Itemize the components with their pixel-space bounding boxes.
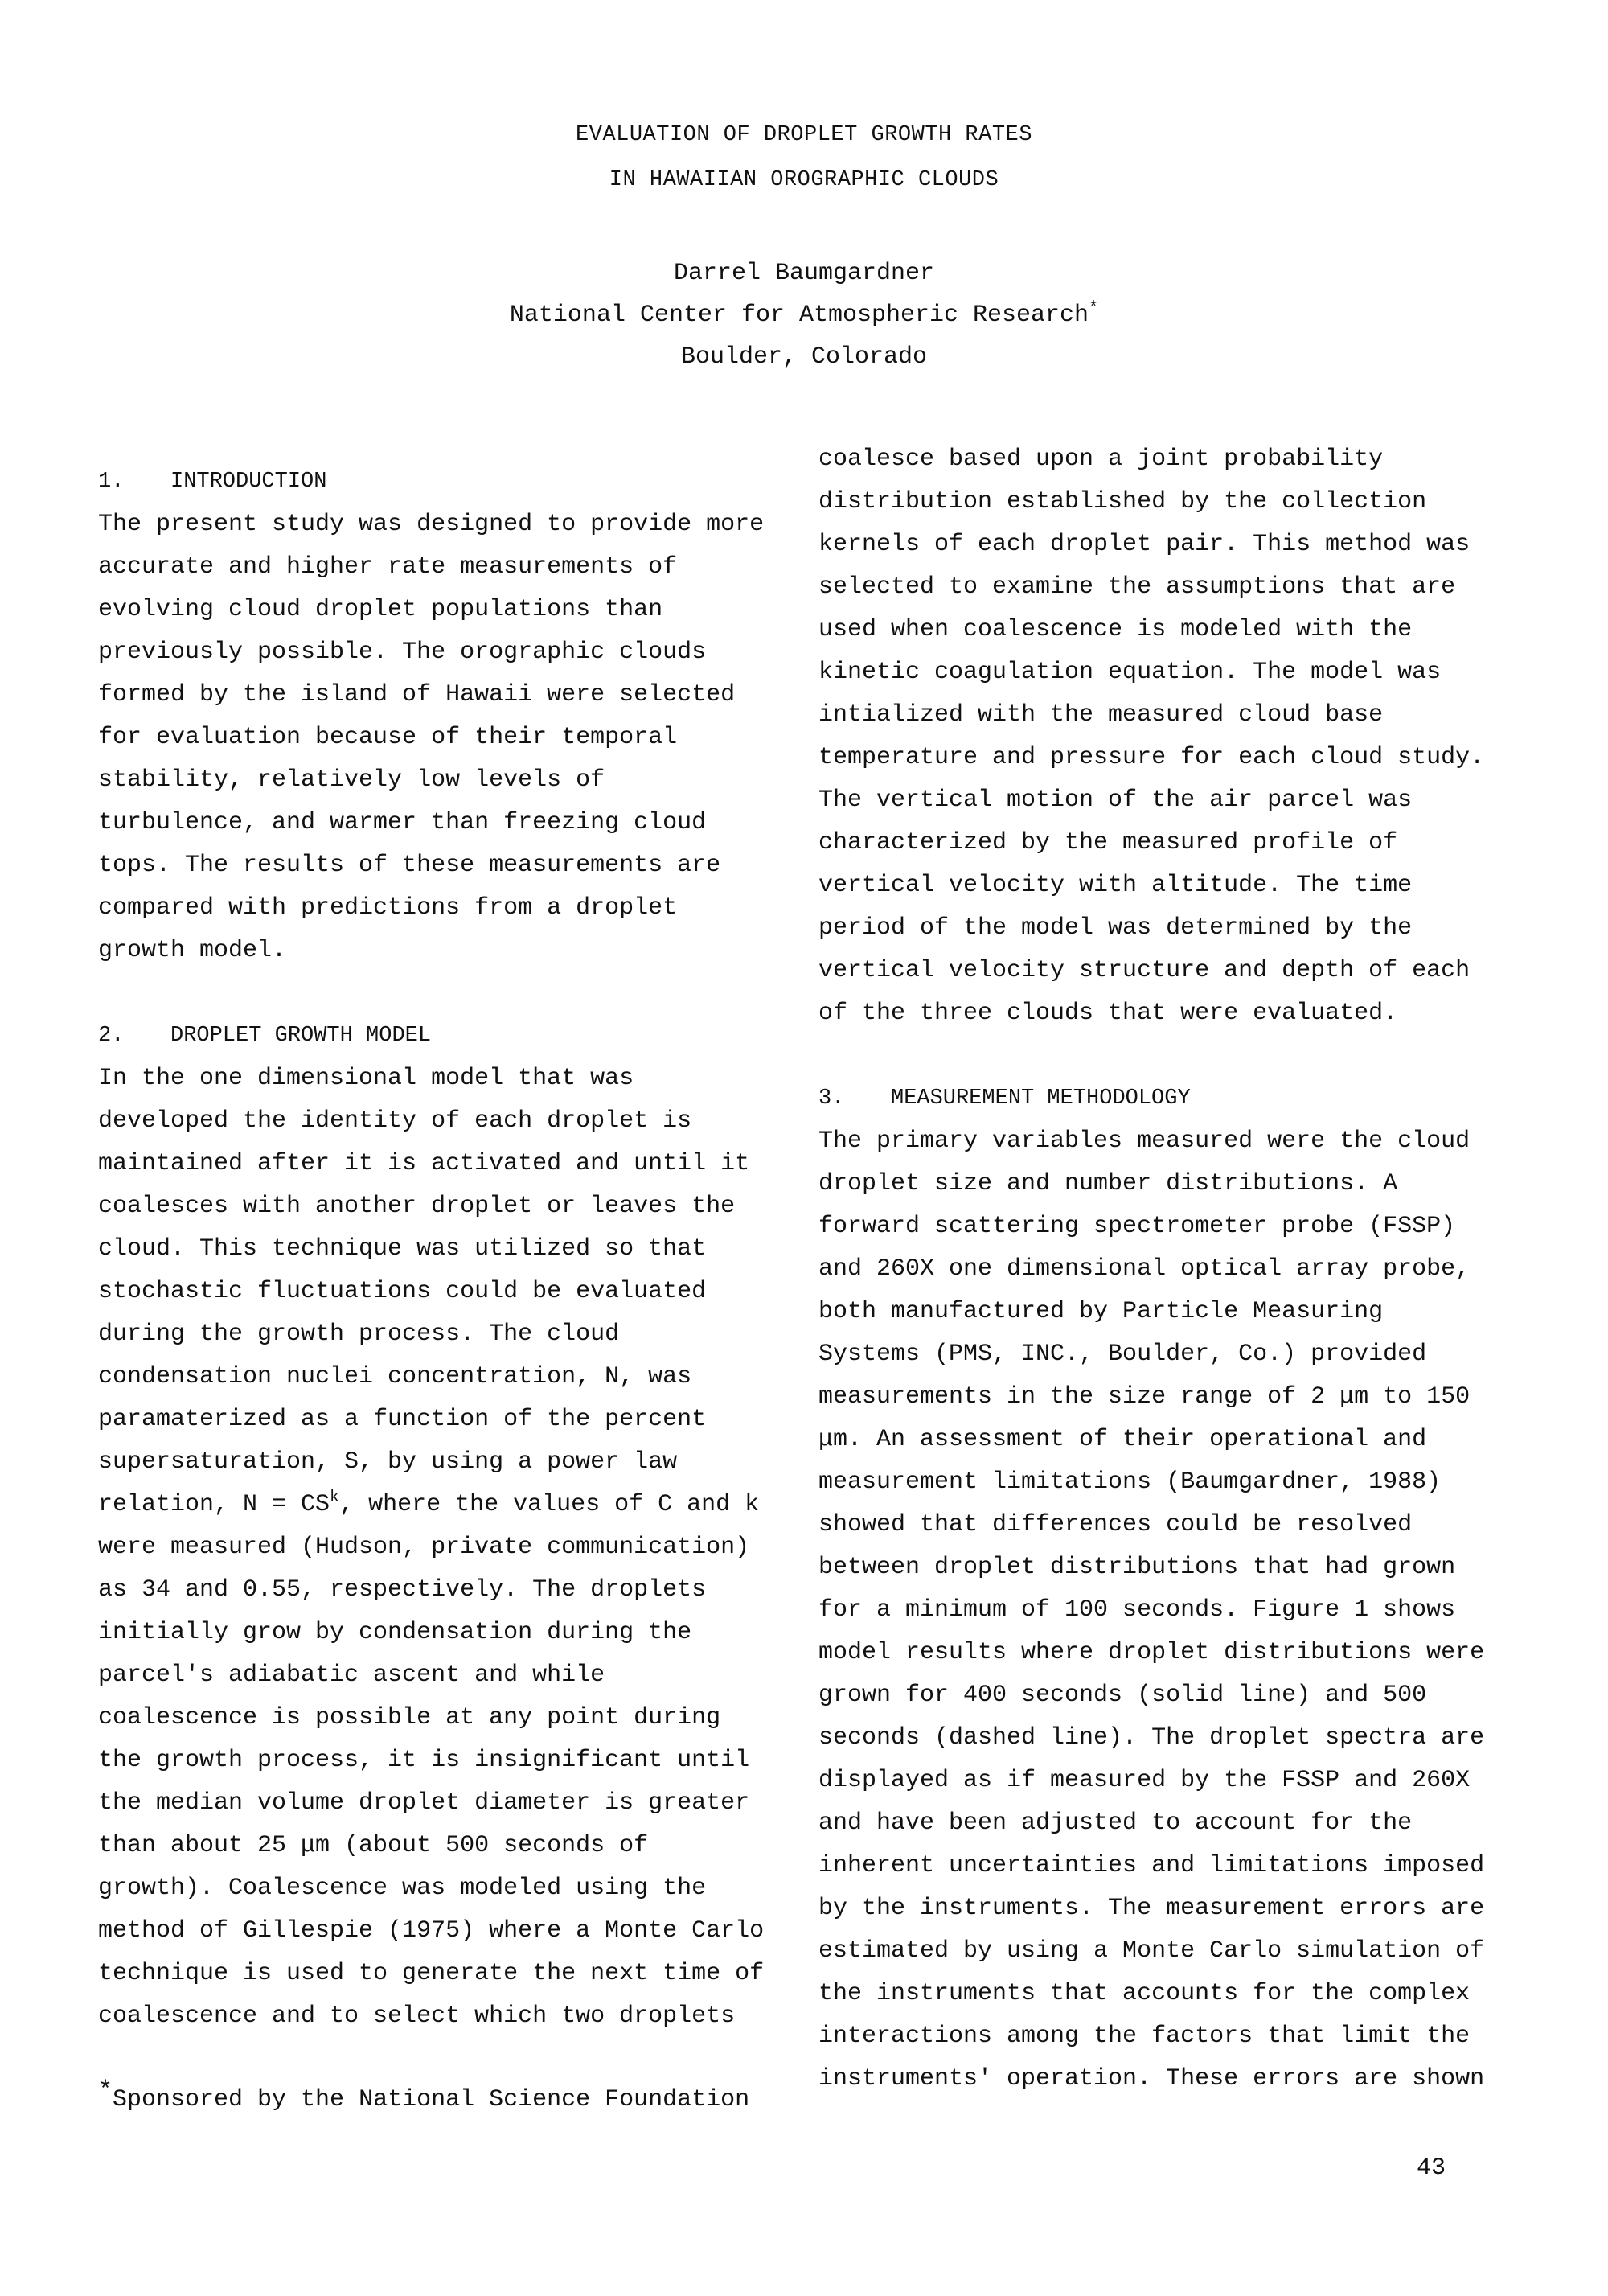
text-line: coalescence and to select which two droplets xyxy=(98,2002,736,2030)
text-line: method of Gillespie (1975) where a Monte Carlo xyxy=(98,1917,765,1945)
text-line: between droplet distributions that had grown xyxy=(818,1554,1456,1581)
section-title: INTRODUCTION xyxy=(170,470,327,494)
left-column xyxy=(98,461,814,2038)
text-line: technique is used to generate the next time of xyxy=(98,1960,765,1987)
text-line: stochastic fluctuations could be evaluated xyxy=(98,1278,707,1305)
text-line: In the one dimensional model that was xyxy=(98,1065,634,1092)
footnote xyxy=(98,2079,749,2121)
section-title: MEASUREMENT METHODOLOGY xyxy=(891,1086,1191,1111)
text-line: and 260X one dimensional optical array probe, xyxy=(818,1255,1471,1283)
text-line: vertical velocity structure and depth of each xyxy=(818,957,1471,984)
text-line: tops. The results of these measurements are xyxy=(98,852,721,879)
text-line: kernels of each droplet pair. This method was xyxy=(818,531,1471,558)
text-line: distribution established by the collection xyxy=(818,488,1427,515)
text-line: than about 25 μm (about 500 seconds of xyxy=(98,1832,649,1859)
text-line: characterized by the measured profile of xyxy=(818,829,1398,856)
text-line: and have been adjusted to account for the xyxy=(818,1809,1413,1837)
text-line: temperature and pressure for each cloud study. xyxy=(818,744,1485,771)
equation-exponent: k xyxy=(330,1489,340,1507)
text-line: inherent uncertainties and limitations imposed xyxy=(818,1852,1485,1879)
text-line: interactions among the factors that limit the xyxy=(818,2023,1471,2050)
measurement-methodology-body xyxy=(818,1120,1534,2101)
droplet-growth-model-body xyxy=(98,1058,814,2038)
text-line: instruments' operation. These errors are shown xyxy=(818,2065,1485,2093)
model-text-after-equation xyxy=(98,1526,814,2038)
text-line: were measured (Hudson, private communication) xyxy=(98,1534,750,1561)
text-line: evolving cloud droplet populations than xyxy=(98,596,663,623)
text-line: the instruments that accounts for the complex xyxy=(818,1980,1471,2007)
affiliation-text: National Center for Atmospheric Research xyxy=(509,302,1089,329)
text-line: measurement limitations (Baumgardner, 1988) xyxy=(818,1468,1442,1496)
text-line: both manufactured by Particle Measuring xyxy=(818,1298,1384,1325)
text-line: during the growth process. The cloud xyxy=(98,1321,620,1348)
text-line: estimated by using a Monte Carlo simulation of xyxy=(818,1937,1485,1965)
section-gap xyxy=(98,972,814,1015)
text-line: cloud. This technique was utilized so that xyxy=(98,1235,707,1263)
text-line: kinetic coagulation equation. The model was xyxy=(818,659,1442,686)
text-line: for a minimum of 100 seconds. Figure 1 shows xyxy=(818,1596,1456,1624)
equation-prefix: relation, N = CS xyxy=(98,1491,330,1518)
text-line: paramaterized as a function of the percent xyxy=(98,1406,707,1433)
text-line: developed the identity of each droplet is xyxy=(98,1107,692,1135)
affiliation-footnote-mark: * xyxy=(1089,299,1099,318)
author-location: Boulder, Colorado xyxy=(680,343,928,371)
text-line: vertical velocity with altitude. The time xyxy=(818,872,1413,899)
text-line: The vertical motion of the air parcel was xyxy=(818,787,1413,814)
text-line: parcel's adiabatic ascent and while xyxy=(98,1661,605,1689)
text-line: displayed as if measured by the FSSP and 260X xyxy=(818,1767,1471,1794)
text-line: showed that differences could be resolved xyxy=(818,1511,1413,1538)
text-line: as 34 and 0.55, respectively. The droplets xyxy=(98,1576,707,1604)
title-line-2: IN HAWAIIAN OROGRAPHIC CLOUDS xyxy=(609,168,999,192)
author-name: Darrel Baumgardner xyxy=(673,260,935,287)
model-text-before-equation xyxy=(98,1058,814,1484)
author-affiliation xyxy=(0,294,1608,336)
section-gap xyxy=(818,1035,1534,1078)
footnote-text: Sponsored by the National Science Foundation xyxy=(113,2086,750,2113)
text-line: accurate and higher rate measurements of xyxy=(98,553,678,581)
text-line: coalescence is possible at any point during xyxy=(98,1704,721,1731)
text-line: selected to examine the assumptions that are xyxy=(818,573,1456,601)
text-line: by the instruments. The measurement errors are xyxy=(818,1895,1485,1922)
section-title: DROPLET GROWTH MODEL xyxy=(170,1024,432,1048)
section-number: 1. xyxy=(98,470,125,494)
text-line: grown for 400 seconds (solid line) and 500 xyxy=(818,1682,1427,1709)
section-heading-measurement-methodology xyxy=(818,1078,1534,1120)
section-heading-introduction xyxy=(98,461,814,503)
text-line: supersaturation, S, by using a power law xyxy=(98,1448,678,1476)
text-line: the median volume droplet diameter is greater xyxy=(98,1789,750,1817)
introduction-body xyxy=(98,503,814,972)
text-line: turbulence, and warmer than freezing cloud xyxy=(98,809,707,836)
text-line: initially grow by condensation during the xyxy=(98,1619,692,1646)
text-line: seconds (dashed line). The droplet spectra are xyxy=(818,1724,1485,1752)
text-line: compared with predictions from a droplet xyxy=(98,894,678,922)
text-line: coalesce based upon a joint probability xyxy=(818,446,1384,473)
text-line: measurements in the size range of 2 μm to 150 xyxy=(818,1383,1471,1411)
section-number: 3. xyxy=(818,1086,845,1111)
text-line: of the three clouds that were evaluated. xyxy=(818,1000,1398,1027)
text-line: μm. An assessment of their operational and xyxy=(818,1426,1427,1453)
section-number: 2. xyxy=(98,1024,125,1048)
text-line: forward scattering spectrometer probe (FSSP) xyxy=(818,1213,1456,1240)
equation-line xyxy=(98,1484,814,1526)
author-block xyxy=(0,253,1608,378)
title-line-1: EVALUATION OF DROPLET GROWTH RATES xyxy=(576,123,1032,147)
text-line: The present study was designed to provide more xyxy=(98,511,765,538)
footnote-mark: * xyxy=(98,2077,113,2105)
paper-header xyxy=(0,113,1608,378)
text-line: condensation nuclei concentration, N, was xyxy=(98,1363,692,1390)
text-line: model results where droplet distributions were xyxy=(818,1639,1485,1666)
text-line: intialized with the measured cloud base xyxy=(818,701,1384,729)
text-line: previously possible. The orographic clouds xyxy=(98,639,707,666)
page-number: 43 xyxy=(1417,2154,1446,2182)
text-line: The primary variables measured were the cloud xyxy=(818,1127,1471,1155)
text-line: period of the model was determined by the xyxy=(818,914,1413,942)
text-line: Systems (PMS, INC., Boulder, Co.) provided xyxy=(818,1341,1427,1368)
section-heading-droplet-growth-model xyxy=(98,1015,814,1058)
droplet-growth-model-continued xyxy=(818,438,1534,1035)
text-line: growth). Coalescence was modeled using the xyxy=(98,1875,707,1902)
equation-suffix: , where the values of C and k xyxy=(339,1491,760,1518)
text-line: used when coalescence is modeled with the xyxy=(818,616,1413,643)
text-line: coalesces with another droplet or leaves the xyxy=(98,1193,736,1220)
text-line: growth model. xyxy=(98,937,287,964)
text-line: formed by the island of Hawaii were selected xyxy=(98,681,736,709)
text-line: for evaluation because of their temporal xyxy=(98,724,678,751)
text-line: maintained after it is activated and until it xyxy=(98,1150,750,1177)
text-line: the growth process, it is insignificant until xyxy=(98,1747,750,1774)
right-column xyxy=(818,438,1534,2101)
text-line: droplet size and number distributions. A xyxy=(818,1170,1398,1197)
text-line: stability, relatively low levels of xyxy=(98,766,605,794)
